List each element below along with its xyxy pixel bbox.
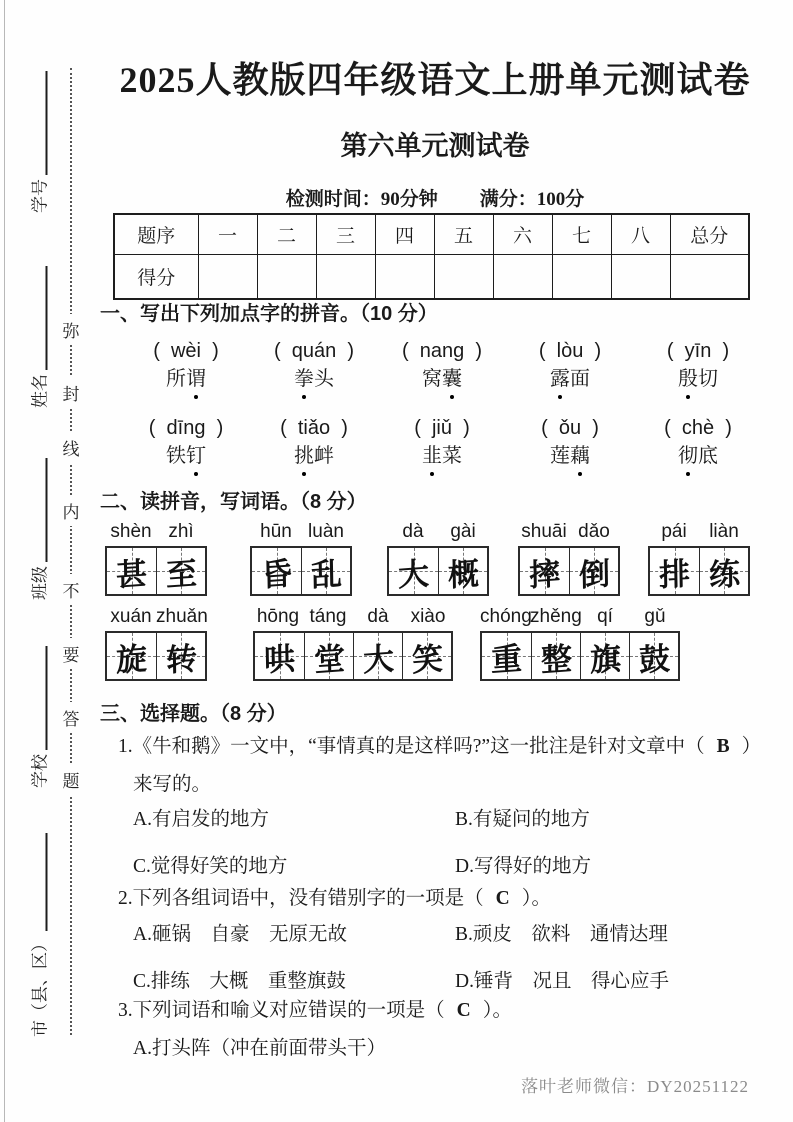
pinyin-syllable: pái: [661, 521, 687, 542]
exam-time: 检测时间：90分钟: [285, 189, 438, 210]
option-item: A.有启发的地方: [133, 809, 269, 830]
student-name-field: [26, 266, 51, 408]
handwritten-char: 笑: [411, 640, 443, 678]
score-header-cell: 总分: [670, 214, 749, 254]
pinyin-item: [122, 415, 250, 476]
student-name-blank-line[interactable]: [46, 266, 48, 370]
word-char: 囊: [442, 366, 462, 399]
score-table-header-row: [114, 214, 749, 254]
writing-cell[interactable]: [156, 548, 205, 594]
seal-text-char: 答: [63, 702, 80, 733]
handwritten-char: 概: [447, 555, 479, 593]
dotted-word: [122, 366, 250, 399]
writing-cell[interactable]: [107, 633, 156, 679]
pinyin-item: [378, 338, 506, 399]
writing-cell[interactable]: [520, 548, 569, 594]
student-id-blank-line[interactable]: [46, 71, 48, 175]
dotted-word: [250, 443, 378, 476]
dotted-word: [506, 366, 634, 399]
pinyin-item: [506, 415, 634, 476]
word-char: 拳: [294, 366, 314, 399]
emphasis-dot: [578, 472, 582, 476]
pinyin-blank: ( quán ): [273, 340, 355, 362]
pinyin-item: [378, 415, 506, 476]
emphasis-dot: [194, 395, 198, 399]
writing-cell[interactable]: [353, 633, 402, 679]
watermark-text: 落叶老师微信：DY20251122: [521, 1077, 749, 1096]
score-header-cell: 一: [198, 214, 257, 254]
pinyin-syllable: xuán: [110, 606, 152, 627]
score-input-cell[interactable]: [611, 254, 670, 299]
word-writing-group: [105, 520, 207, 596]
page-title: 2025人教版四年级语文上册单元测试卷: [119, 60, 751, 100]
score-input-cell[interactable]: [434, 254, 493, 299]
school-label: 学校: [30, 754, 50, 788]
dotted-word: [378, 366, 506, 399]
writing-cell[interactable]: [156, 633, 205, 679]
handwritten-char: 堂: [313, 640, 345, 678]
word-char: 露: [550, 366, 570, 399]
score-input-cell[interactable]: [316, 254, 375, 299]
word-char: 藕: [570, 443, 590, 476]
word-writing-group: [480, 605, 680, 681]
class-field: [26, 458, 51, 600]
handwritten-char: 旗: [589, 640, 621, 678]
pinyin-blank: ( tiǎo ): [280, 417, 348, 439]
exam-content: [100, 0, 770, 1122]
writing-cell[interactable]: [482, 633, 531, 679]
score-header-cell: 五: [434, 214, 493, 254]
emphasis-dot: [194, 472, 198, 476]
word-char: 挑: [294, 443, 314, 476]
student-id-field: [26, 71, 51, 213]
word-char: 头: [314, 368, 334, 390]
seal-text-char: 不: [63, 574, 80, 605]
word-writing-group: [387, 520, 489, 596]
handwritten-char: 转: [165, 640, 197, 678]
seal-text-char: 题: [63, 764, 80, 795]
pinyin-syllable: gǔ: [644, 606, 666, 627]
emphasis-dot: [302, 472, 306, 476]
pinyin-item: [122, 338, 250, 399]
option-item: B.有疑问的地方: [455, 809, 590, 830]
option-item: A.打头阵（冲在前面带头干）: [133, 1038, 386, 1059]
exam-full-score: 满分：100分: [479, 189, 585, 210]
pinyin-row-1: [122, 338, 762, 399]
word-writing-group: [250, 520, 352, 596]
word-char: 彻: [678, 443, 698, 476]
pinyin-syllable: gài: [450, 521, 476, 542]
handwritten-char: 大: [362, 640, 394, 678]
writing-cell[interactable]: [402, 633, 451, 679]
writing-cell[interactable]: [569, 548, 618, 594]
seal-text-char: 封: [63, 377, 80, 408]
word-char: 菜: [442, 445, 462, 467]
word-char: 殷: [678, 366, 698, 399]
student-name-label: 姓名: [30, 374, 50, 408]
handwritten-char: 倒: [578, 555, 610, 593]
emphasis-dot: [450, 395, 454, 399]
class-label: 班级: [30, 566, 50, 600]
district-field: [26, 833, 51, 1037]
score-header-cell: 三: [316, 214, 375, 254]
handwritten-char: 整: [540, 640, 572, 678]
dotted-word: [250, 366, 378, 399]
score-header-cell: 四: [375, 214, 434, 254]
answer-blank[interactable]: C: [495, 888, 510, 909]
class-blank-line[interactable]: [46, 458, 48, 562]
section2-heading: 二、读拼音，写词语。（8 分）: [100, 491, 367, 513]
word-char: 铁: [166, 445, 186, 467]
writing-cell[interactable]: [650, 548, 699, 594]
pinyin-syllable: táng: [309, 606, 347, 627]
word-char: 面: [570, 368, 590, 390]
question-1-stem: 1.《牛和鹅》一文中，“事情真的是这样吗?”这一批注是针对文章中（ B ）: [118, 736, 762, 757]
word-writing-group: [518, 520, 620, 596]
score-header-cell: 二: [257, 214, 316, 254]
writing-cell[interactable]: [629, 633, 678, 679]
pinyin-item: [250, 338, 378, 399]
word-char: 莲: [550, 445, 570, 467]
score-table: [113, 213, 750, 300]
pinyin-item: [250, 415, 378, 476]
option-item: B.顽皮 欲料 通情达理: [455, 924, 668, 945]
pinyin-item: [634, 415, 762, 476]
dotted-word: [378, 443, 506, 476]
word-char: 谓: [186, 366, 206, 399]
pinyin-syllable: dà: [402, 521, 424, 542]
dotted-word: [634, 366, 762, 399]
pinyin-blank: ( dīng ): [148, 417, 224, 439]
score-header-cell: 七: [552, 214, 611, 254]
handwritten-char: 哄: [263, 640, 296, 678]
emphasis-dot: [558, 395, 562, 399]
pinyin-blank: ( chè ): [664, 417, 732, 439]
seal-text-char: 要: [63, 638, 80, 669]
pinyin-syllable: chóng: [480, 606, 532, 627]
word-char: 钉: [186, 443, 206, 476]
score-input-cell[interactable]: [552, 254, 611, 299]
writing-cell[interactable]: [107, 548, 156, 594]
pinyin-blank: ( yīn ): [666, 340, 730, 362]
score-header-cell: 题序: [114, 214, 198, 254]
seal-text-char: 线: [63, 432, 80, 463]
handwritten-char: 排: [658, 555, 691, 593]
score-row-label: 得分: [114, 254, 198, 299]
option-item: A.砸锅 自豪 无原无故: [133, 924, 347, 945]
emphasis-dot: [686, 472, 690, 476]
writing-cell[interactable]: [699, 548, 748, 594]
question-3-options: [133, 1032, 763, 1060]
score-header-cell: 八: [611, 214, 670, 254]
seal-text-char: 内: [63, 495, 80, 526]
writing-cell[interactable]: [252, 548, 301, 594]
question-2-options: [133, 918, 763, 993]
answer-blank[interactable]: B: [716, 736, 730, 757]
word-char: 底: [698, 445, 718, 467]
pinyin-syllable: xiào: [410, 606, 446, 627]
score-input-cell[interactable]: [198, 254, 257, 299]
answer-blank[interactable]: C: [456, 1000, 471, 1021]
score-header-cell: 六: [493, 214, 552, 254]
pinyin-item: [506, 338, 634, 399]
pinyin-syllable: hōng: [256, 606, 300, 627]
score-input-cell[interactable]: [375, 254, 434, 299]
pinyin-syllable: dà: [367, 606, 389, 627]
handwritten-char: 摔: [528, 555, 561, 593]
word-writing-group: [253, 605, 453, 681]
pinyin-syllable: dǎo: [578, 521, 610, 542]
handwritten-char: 鼓: [638, 640, 670, 678]
pinyin-row-2: [122, 415, 762, 476]
handwritten-char: 昏: [260, 555, 293, 593]
pinyin-blank: ( ǒu ): [541, 417, 599, 439]
pinyin-syllable: shuāi: [521, 521, 567, 542]
handwritten-char: 重: [490, 640, 523, 678]
word-char: 衅: [314, 445, 334, 467]
dotted-word: [506, 443, 634, 476]
emphasis-dot: [302, 395, 306, 399]
option-item: C.觉得好笑的地方: [133, 856, 288, 877]
question-2-stem: 2.下列各组词语中，没有错别字的一项是（ C ）。: [118, 888, 551, 909]
district-label: 市（县、区）: [30, 935, 50, 1037]
page-subtitle: 第六单元测试卷: [340, 131, 530, 161]
pinyin-syllable: shèn: [110, 521, 152, 542]
writing-cell[interactable]: [304, 633, 353, 679]
writing-cell[interactable]: [438, 548, 487, 594]
writing-cell[interactable]: [389, 548, 438, 594]
writing-cell[interactable]: [531, 633, 580, 679]
writing-cell[interactable]: [301, 548, 350, 594]
writing-cell[interactable]: [580, 633, 629, 679]
word-char: 窝: [422, 368, 442, 390]
scan-edge-line: [4, 0, 5, 1122]
option-item: C.排练 大概 重整旗鼓: [133, 971, 346, 992]
pinyin-syllable: hūn: [260, 521, 292, 542]
score-input-cell[interactable]: [670, 254, 749, 299]
emphasis-dot: [686, 395, 690, 399]
handwritten-char: 甚: [115, 555, 148, 593]
word-writing-group: [648, 520, 750, 596]
word-writing-group: [105, 605, 207, 681]
option-item: D.写得好的地方: [455, 856, 591, 877]
seal-text-char: 弥: [63, 314, 80, 345]
handwritten-char: 大: [397, 555, 430, 593]
pinyin-syllable: qí: [597, 606, 613, 627]
pinyin-syllable: luàn: [308, 521, 344, 542]
dotted-word: [634, 443, 762, 476]
district-blank-line[interactable]: [46, 833, 48, 931]
question-1-stem-line2: 来写的。: [133, 774, 212, 795]
pinyin-blank: ( lòu ): [538, 340, 602, 362]
pinyin-blank: ( nang ): [401, 340, 483, 362]
question-3-stem: 3.下列词语和喻义对应错误的一项是（ C ）。: [118, 1000, 512, 1021]
handwritten-char: 旋: [115, 640, 148, 678]
pinyin-item: [634, 338, 762, 399]
word-char: 切: [698, 368, 718, 390]
dotted-word: [122, 443, 250, 476]
exam-meta: [100, 184, 770, 211]
option-item: D.锤背 况且 得心应手: [455, 971, 669, 992]
pinyin-syllable: zhuǎn: [156, 606, 208, 627]
pinyin-syllable: liàn: [709, 521, 739, 542]
score-table-score-row: [114, 254, 749, 299]
school-blank-line[interactable]: [46, 646, 48, 750]
word-char: 所: [166, 368, 186, 390]
section1-heading: 一、写出下列加点字的拼音。（10 分）: [100, 303, 438, 325]
score-input-cell[interactable]: [493, 254, 552, 299]
seal-dashed-line: [70, 68, 72, 1035]
section3-heading: 三、选择题。（8 分）: [100, 703, 287, 725]
school-field: [26, 646, 51, 788]
writing-cell[interactable]: [255, 633, 304, 679]
handwritten-char: 乱: [310, 555, 342, 593]
student-id-label: 学号: [30, 179, 50, 213]
handwritten-char: 至: [165, 555, 197, 593]
pinyin-blank: ( wèi ): [153, 340, 219, 362]
score-input-cell[interactable]: [257, 254, 316, 299]
handwritten-char: 练: [708, 555, 740, 593]
emphasis-dot: [430, 472, 434, 476]
pinyin-syllable: zhěng: [530, 606, 582, 627]
pinyin-blank: ( jiǔ ): [414, 417, 470, 439]
word-char: 韭: [422, 443, 442, 476]
pinyin-syllable: zhì: [168, 521, 194, 542]
question-1-options: [133, 803, 763, 878]
